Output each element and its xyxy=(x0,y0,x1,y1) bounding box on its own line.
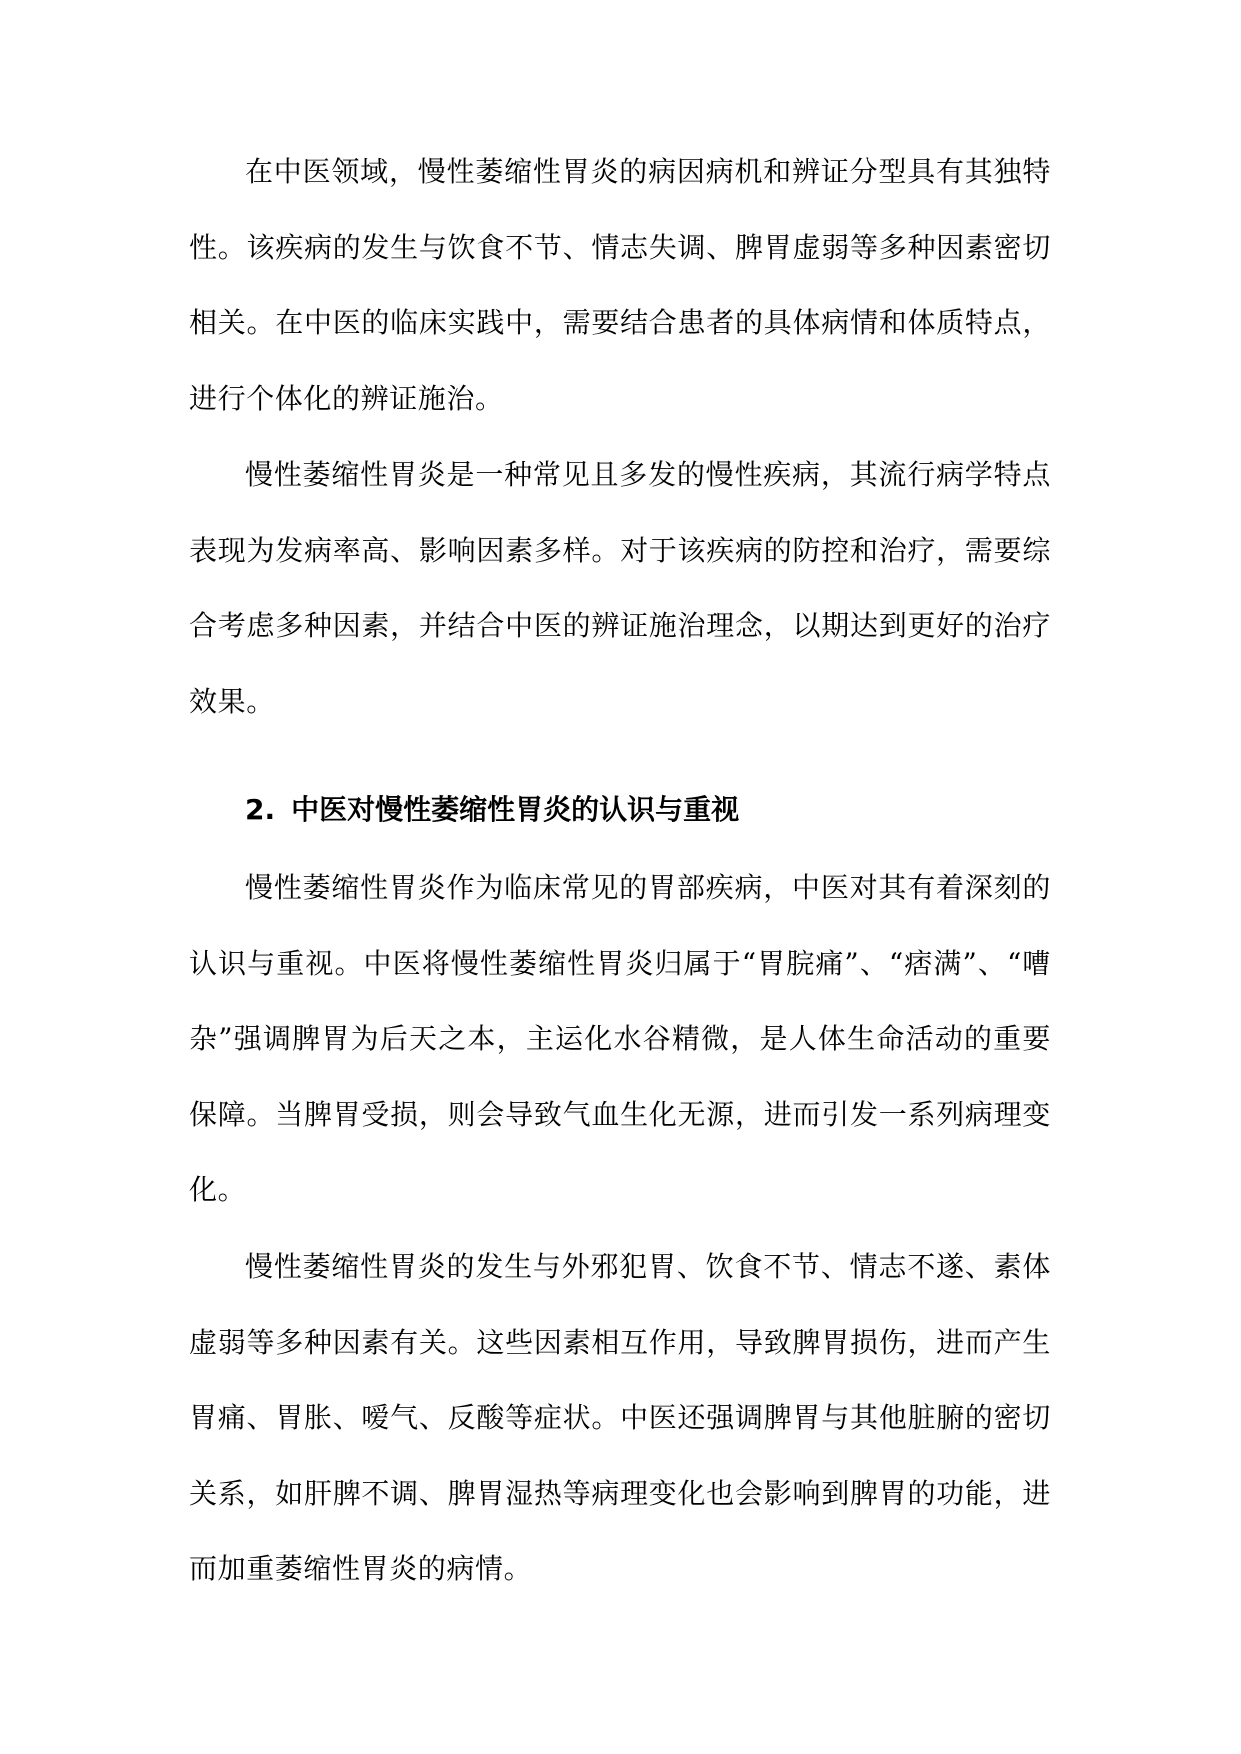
paragraph-epidemiology: 慢性萎缩性胃炎是一种常见且多发的慢性疾病，其流行病学特点表现为发病率高、影响因素多样。对于该疾病的防控和治疗，需要综合考虑多种因素，并结合中医的辨证施治理念，以期达到更好的治疗效果。 xyxy=(189,458,1051,718)
section-heading xyxy=(245,772,739,847)
paragraph-tcm-recognition: 慢性萎缩性胃炎作为临床常见的胃部疾病，中医对其有着深刻的认识与重视。中医将慢性萎缩性胃炎归属于“胃脘痛”、“痞满”、“嘈杂”强调脾胃为后天之本，主运化水谷精微，是人体生命活动的重要保障。当脾胃受损，则会导致气血生化无源，进而引发一系列病理变化。 xyxy=(189,871,1051,1206)
paragraph-tcm-etiology: 在中医领域，慢性萎缩性胃炎的病因病机和辨证分型具有其独特性。该疾病的发生与饮食不节、情志失调、脾胃虚弱等多种因素密切相关。在中医的临床实践中，需要结合患者的具体病情和体质特点，进行个体化的辨证施治。 xyxy=(189,155,1051,415)
section-title: 中医对慢性萎缩性胃炎的认识与重视 xyxy=(291,793,740,826)
paragraph-pathogenesis: 慢性萎缩性胃炎的发生与外邪犯胃、饮食不节、情志不遂、素体虚弱等多种因素有关。这些因素相互作用，导致脾胃损伤，进而产生胃痛、胃胀、嗳气、反酸等症状。中医还强调脾胃与其他脏腑的密切关系，如肝脾不调、脾胃湿热等病理变化也会影响到脾胃的功能，进而加重萎缩性胃炎的病情。 xyxy=(189,1250,1051,1585)
section-number: 2. xyxy=(245,793,276,826)
